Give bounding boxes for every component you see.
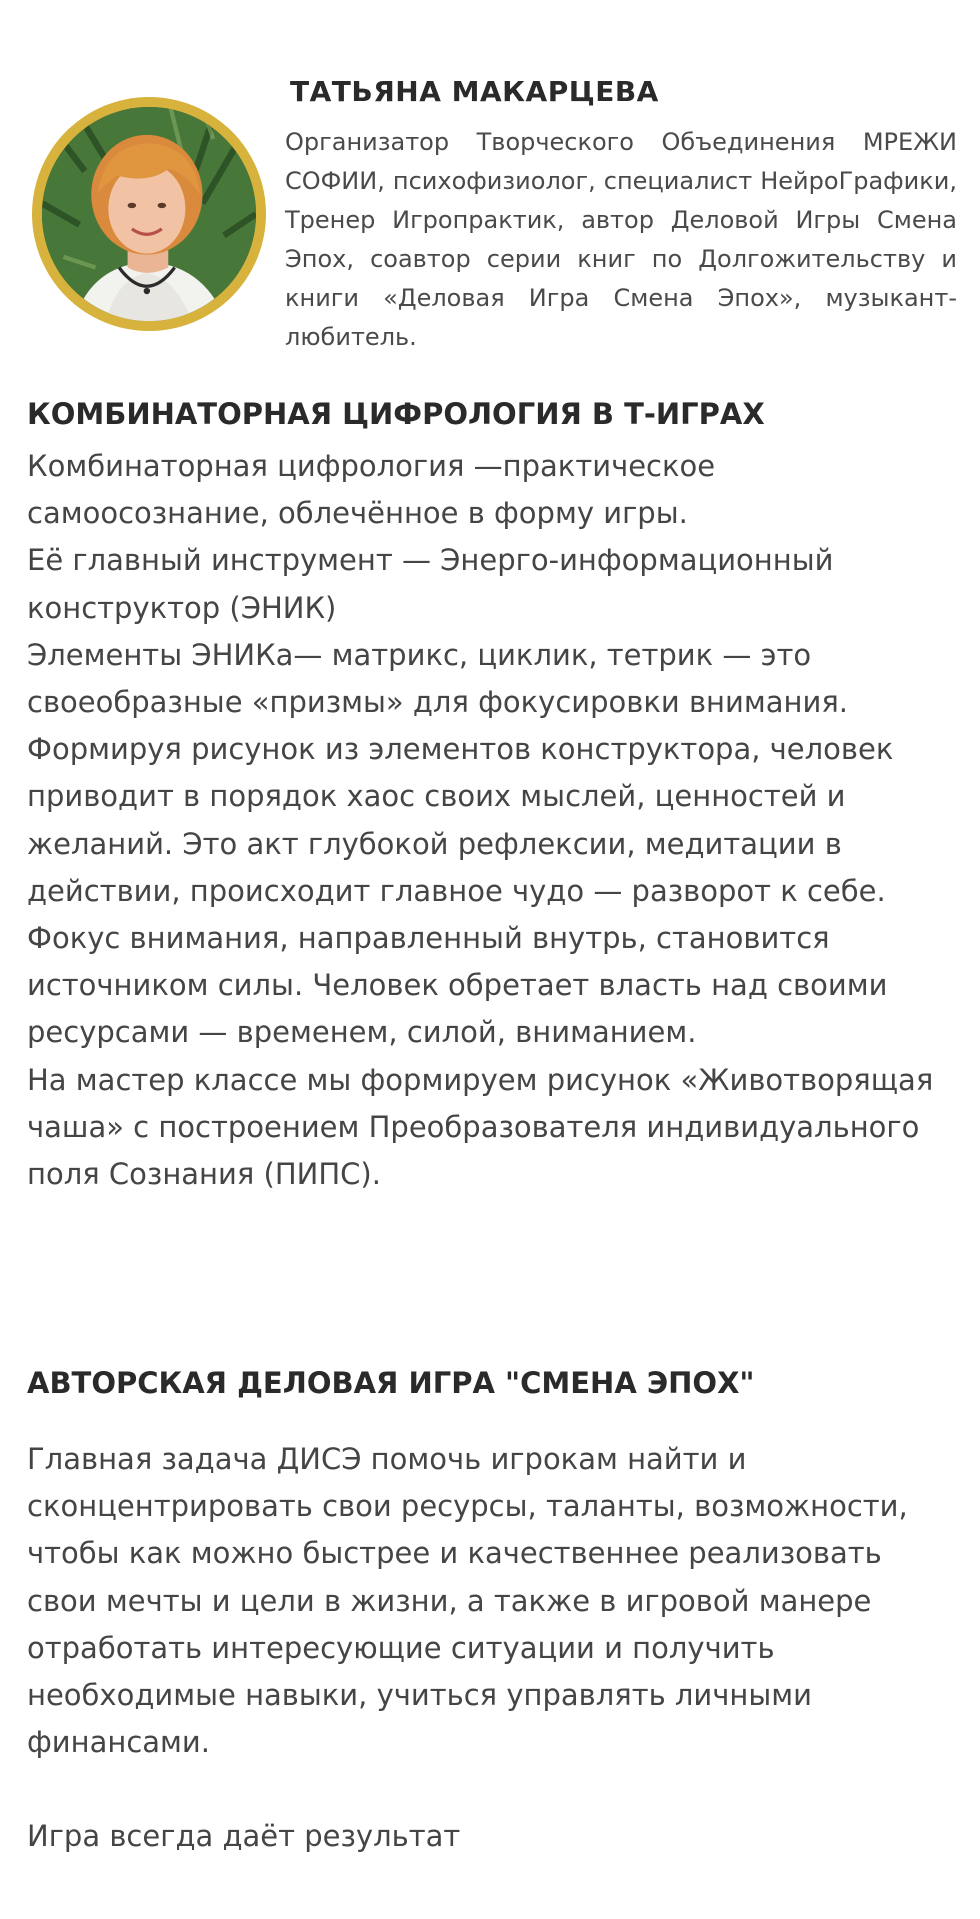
speaker-name: ТАТЬЯНА МАКАРЦЕВА	[290, 75, 659, 108]
speaker-profile	[30, 75, 957, 375]
section-body-combinatorics	[27, 443, 952, 1198]
paragraph: Её главный инструмент — Энерго-информационный конструктор (ЭНИК)	[27, 543, 834, 625]
section-body-business-game	[27, 1436, 952, 1861]
paragraph: Элементы ЭНИКа— матрикс, циклик, тетрик — это своеобразные «призмы» для фокусировки внимания.	[27, 637, 848, 720]
section-title-combinatorics: КОМБИНАТОРНАЯ ЦИФРОЛОГИЯ В Т-ИГРАХ	[27, 397, 765, 431]
paragraph: На мастер классе мы формируем рисунок «Животворящая чаша» с построением Преобразователя индивидуального поля Сознания (ПИПС).	[27, 1062, 934, 1192]
section-title-business-game: АВТОРСКАЯ ДЕЛОВАЯ ИГРА "СМЕНА ЭПОХ"	[27, 1366, 755, 1400]
paragraph: Главная задача ДИСЭ помочь игрокам найти и сконцентрировать свои ресурсы, таланты, возможности, чтобы как можно быстрее и качественнее реализовать свои мечты и цели в жизни, а также в игровой манере отработать интересующие ситуации и получить необходимые навыки, учиться управлять личными финансами.	[27, 1442, 908, 1760]
paragraph: Фокус внимания, направленный внутрь, становится источником силы. Человек обретает власть над своими ресурсами — временем, силой, вниманием.	[27, 921, 888, 1050]
portrait-image	[42, 107, 256, 321]
paragraph: Комбинаторная цифрология —практическое самоосознание, облечённое в форму игры.	[27, 449, 716, 531]
paragraph-result: Игра всегда даёт результат	[27, 1819, 461, 1854]
avatar-photo	[42, 107, 256, 321]
paragraph: Формируя рисунок из элементов конструктора, человек приводит в порядок хаос своих мыслей, ценностей и желаний. Это акт глубокой рефлексии, медитации в действии, происходит главное чудо — разворот к себе.	[27, 732, 894, 908]
speaker-bio: Организатор Творческого Объединения МРЕЖИ СОФИИ, психофизиолог, специалист НейроГрафики, Тренер Игропрактик, автор Деловой Игры Смена Эпох, соавтор серии книг по Долгожительству и книги «Деловая Игра Смена Эпох», музыкант-любитель.	[285, 128, 957, 351]
avatar	[32, 97, 266, 331]
